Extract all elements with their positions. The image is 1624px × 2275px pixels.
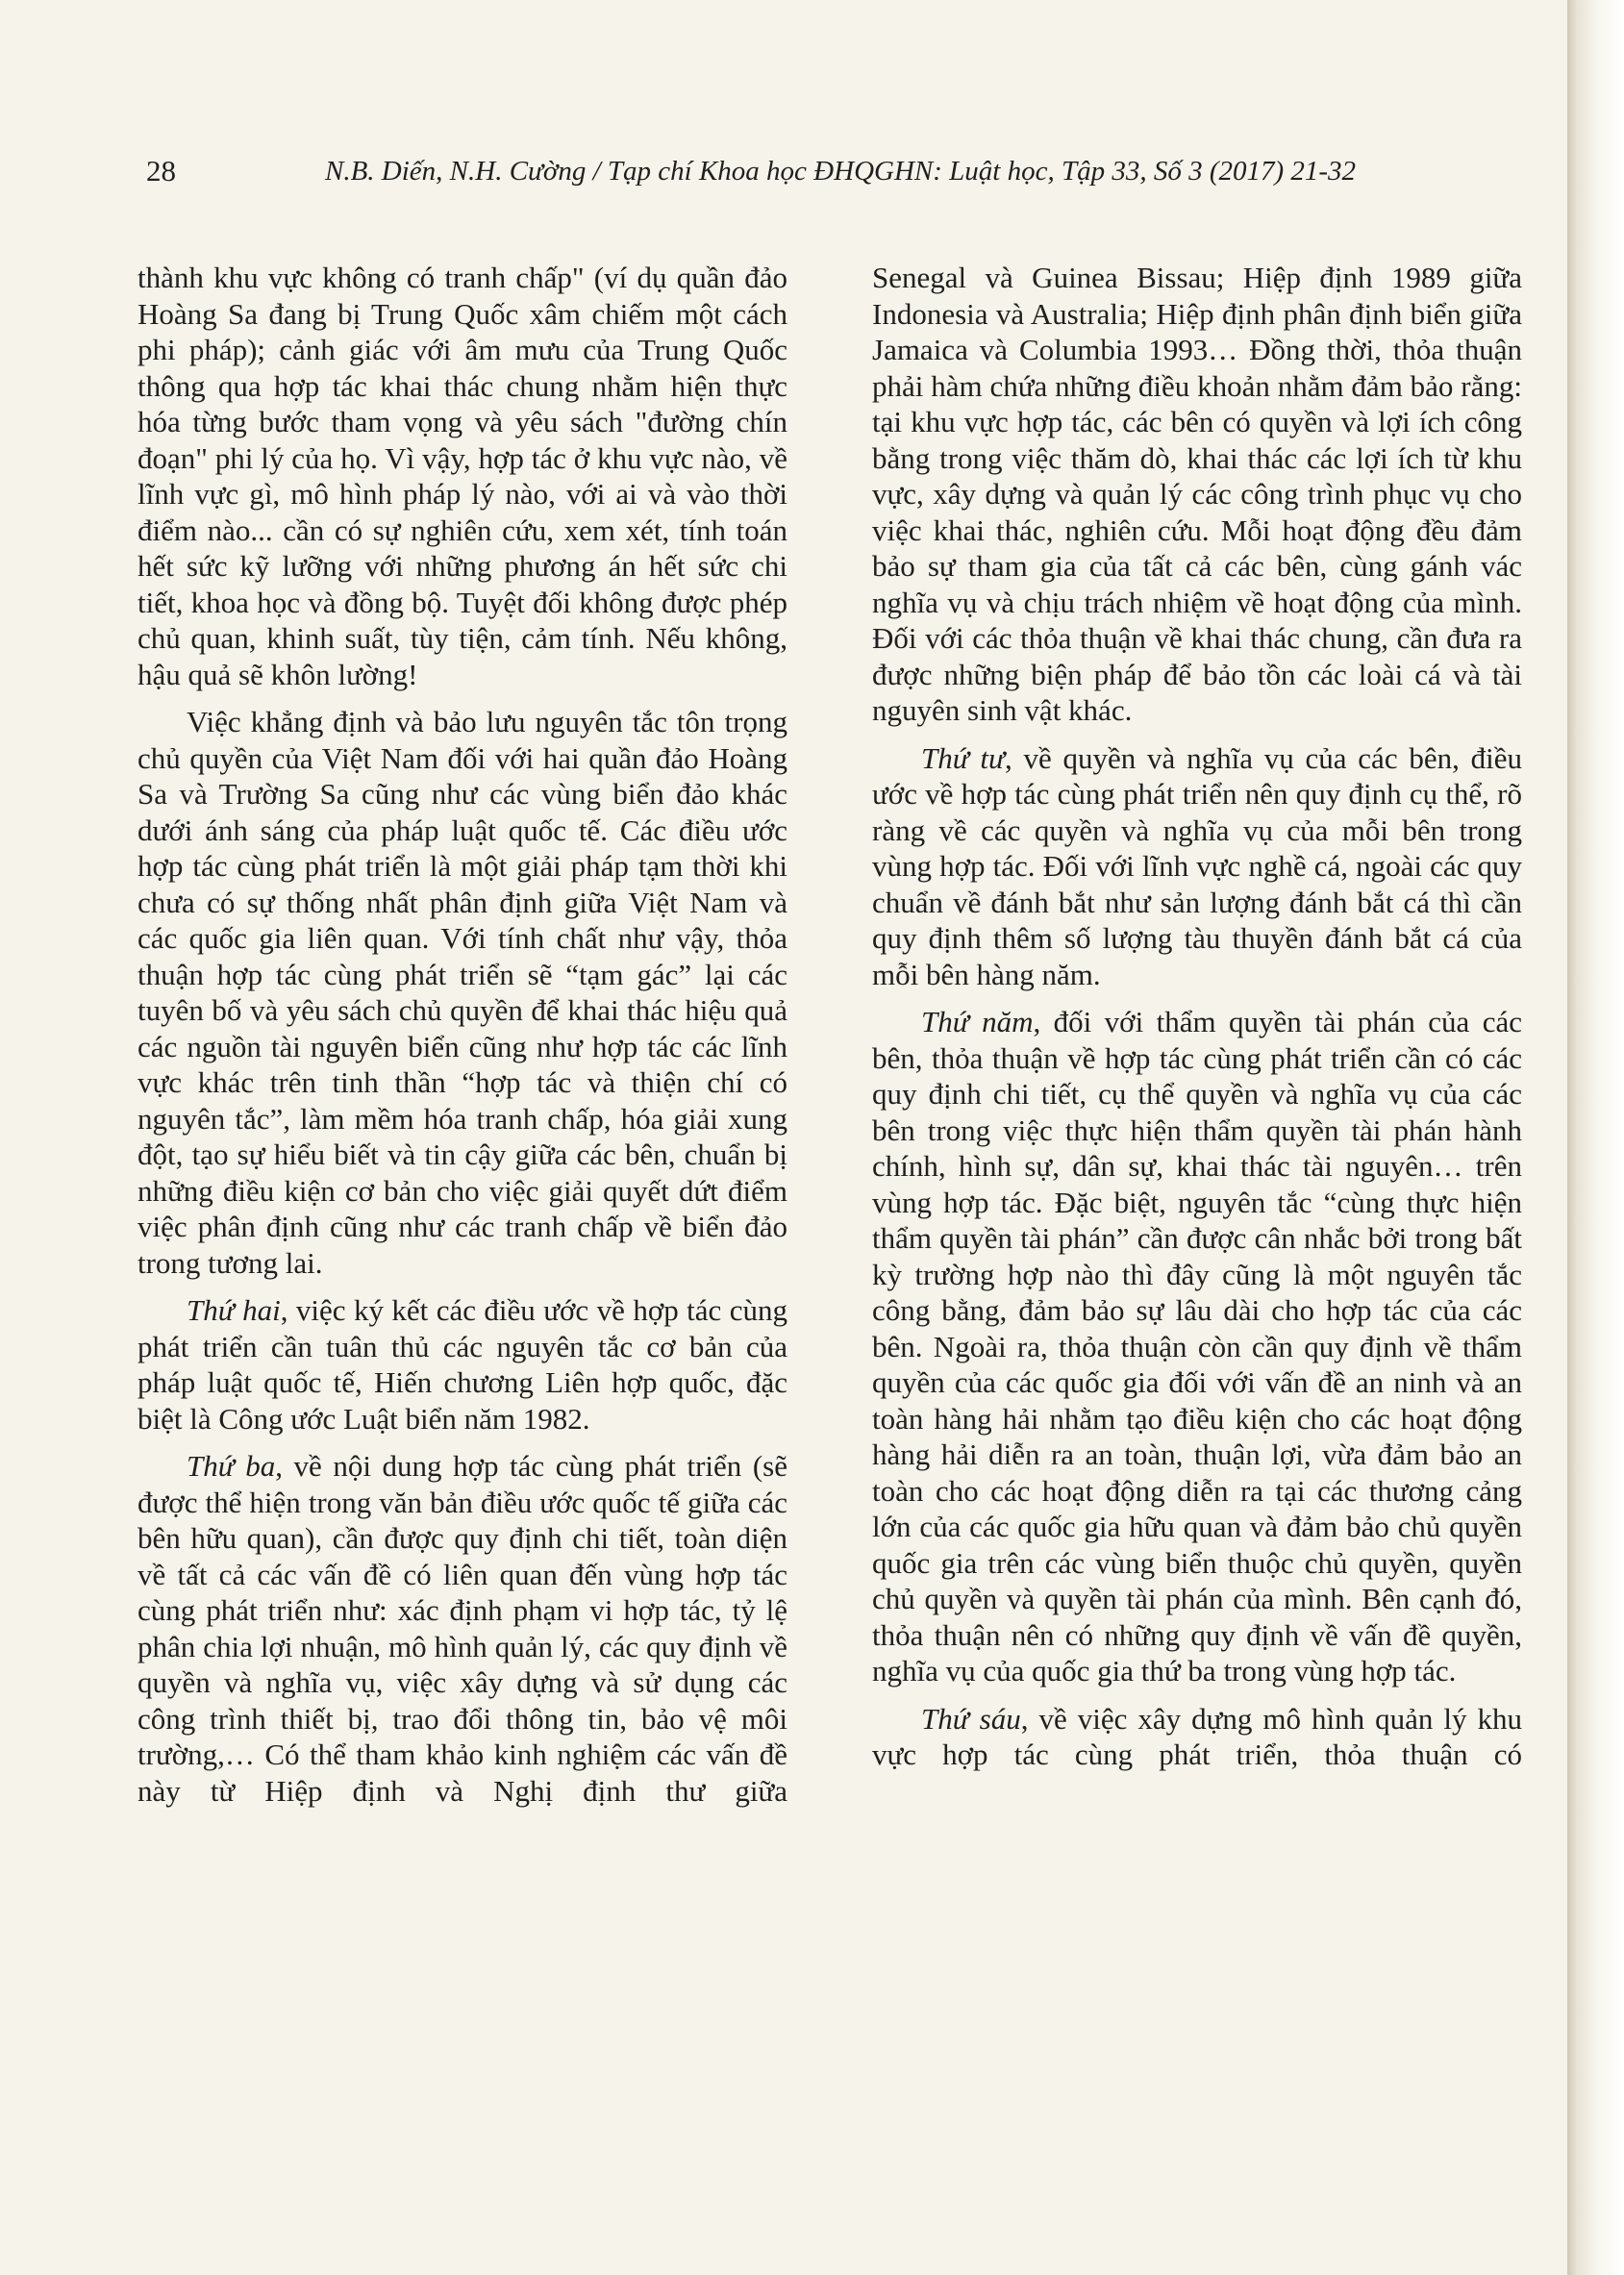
paragraph [137,1448,787,1809]
paragraph-lead: Thứ tư [921,740,1005,775]
paragraph [137,1292,787,1437]
paragraph-body: , về quyền và nghĩa vụ của các bên, điều ước về hợp tác cùng phát triển nên quy định cụ thể, rõ ràng về các quyền và nghĩa vụ của mỗi bên trong vùng hợp tác. Đối với lĩnh vực nghề cá, ngoài các quy chuẩn về đánh bắt như sản lượng đánh bắt cá thì cần quy định thêm số lượng tàu thuyền đánh bắt cá của mỗi bên hàng năm. [872,740,1523,991]
left-column [137,260,787,1809]
page-number: 28 [146,154,176,188]
page-edge [1567,0,1624,2275]
right-column [872,260,1522,1773]
paragraph-lead: Thứ sáu [921,1701,1021,1736]
paragraph [872,1004,1522,1689]
paragraph-lead: Thứ ba [187,1449,276,1483]
page-header [146,142,1357,200]
paragraph: thành khu vực không có tranh chấp" (ví dụ quần đảo Hoàng Sa đang bị Trung Quốc xâm chiếm một cách phi pháp); cảnh giác với âm mưu của Trung Quốc thông qua hợp tác khai thác chung nhằm hiện thực hóa từng bước tham vọng và yêu sách "đường chín đoạn" phi lý của họ. Vì vậy, hợp tác ở khu vực nào, về lĩnh vực gì, mô hình pháp lý nào, với ai và vào thời điểm nào... cần có sự nghiên cứu, xem xét, tính toán hết sức kỹ lưỡng với những phương án hết sức chi tiết, khoa học và đồng bộ. Tuyệt đối không được phép chủ quan, khinh suất, tùy tiện, cảm tính. Nếu không, hậu quả sẽ khôn lường! [137,261,787,691]
paragraph-lead: Thứ hai [187,1293,281,1327]
paragraph [872,740,1522,993]
paragraph-body: , về việc xây dựng mô hình quản lý khu vực hợp tác cùng phát triển, thỏa thuận có [872,1701,1522,1771]
paragraph [872,1701,1522,1773]
paragraph: Senegal và Guinea Bissau; Hiệp định 1989 giữa Indonesia và Australia; Hiệp định phân định biển giữa Jamaica và Columbia 1993… Đồng thời, thỏa thuận phải hàm chứa những điều khoản nhằm đảm bảo rằng: tại khu vực hợp tác, các bên có quyền và lợi ích công bằng trong việc thăm dò, khai thác các lợi ích từ khu vực, xây dựng và quản lý các công trình phục vụ cho việc khai thác, nghiên cứu. Mỗi hoạt động đều đảm bảo sự tham gia của tất cả các bên, cùng gánh vác nghĩa vụ và chịu trách nhiệm về hoạt động của mình. Đối với các thỏa thuận về khai thác chung, cần đưa ra được những biện pháp để bảo tồn các loài cá và tài nguyên sinh vật khác. [872,261,1522,727]
paragraph-body: , việc ký kết các điều ước về hợp tác cùng phát triển cần tuân thủ các nguyên tắc cơ bản của pháp luật quốc tế, Hiến chương Liên hợp quốc, đặc biệt là Công ước Luật biển năm 1982. [137,1293,787,1436]
paragraph-body: , đối với thẩm quyền tài phán của các bên, thỏa thuận về hợp tác cùng phát triển cần có các quy định chi tiết, cụ thể quyền và nghĩa vụ của các bên trong việc thực hiện thẩm quyền tài phán hành chính, hình sự, dân sự, khai thác tài nguyên… trên vùng hợp tác. Đặc biệt, nguyên tắc “cùng thực hiện thẩm quyền tài phán” cần được cân nhắc bởi trong bất kỳ trường hợp nào thì đây cũng là một nguyên tắc công bằng, đảm bảo sự lâu dài cho hợp tác của các bên. Ngoài ra, thỏa thuận còn cần quy định về thẩm quyền của các quốc gia đối với vấn đề an ninh và an toàn hàng hải nhằm tạo điều kiện cho các hoạt động hàng hải diễn ra an toàn, thuận lợi, vừa đảm bảo an toàn cho các hoạt động diễn ra tại các thương cảng lớn của các quốc gia hữu quan và đảm bảo chủ quyền quốc gia trên các vùng biển thuộc chủ quyền, quyền chủ quyền và quyền tài phán của mình. Bên cạnh đó, thỏa thuận nên có những quy định về vấn đề quyền, nghĩa vụ của quốc gia thứ ba trong vùng hợp tác. [872,1005,1522,1688]
paragraph-lead: Thứ năm [921,1005,1034,1038]
paragraph-body: , về nội dung hợp tác cùng phát triển (sẽ được thể hiện trong văn bản điều ước quốc tế giữa các bên hữu quan), cần được quy định chi tiết, toàn diện về tất cả các vấn đề có liên quan đến vùng hợp tác cùng phát triển như: xác định phạm vi hợp tác, tỷ lệ phân chia lợi nhuận, mô hình quản lý, các quy định về quyền và nghĩa vụ, việc xây dựng và sử dụng các công trình thiết bị, trao đổi thông tin, bảo vệ môi trường,… Có thể tham khảo kinh nghiệm các vấn đề này từ Hiệp định và Nghị định thư giữa [137,1449,787,1808]
paragraph: Việc khẳng định và bảo lưu nguyên tắc tôn trọng chủ quyền của Việt Nam đối với hai quần đảo Hoàng Sa và Trường Sa cũng như các vùng biển đảo khác dưới ánh sáng của pháp luật quốc tế. Các điều ước hợp tác cùng phát triển là một giải pháp tạm thời khi chưa có sự thống nhất phân định giữa Việt Nam và các quốc gia liên quan. Với tính chất như vậy, thỏa thuận hợp tác cùng phát triển sẽ “tạm gác” lại các tuyên bố và yêu sách chủ quyền để khai thác hiệu quả các nguồn tài nguyên biển cũng như hợp tác các lĩnh vực khác trên tinh thần “hợp tác và thiện chí có nguyên tắc”, làm mềm hóa tranh chấp, hóa giải xung đột, tạo sự hiểu biết và tin cậy giữa các bên, chuẩn bị những điều kiện cơ bản cho việc giải quyết dứt điểm việc phân định cũng như các tranh chấp về biển đảo trong tương lai. [137,705,787,1280]
running-head: N.B. Diến, N.H. Cường / Tạp chí Khoa học ĐHQGHN: Luật học, Tập 33, Số 3 (2017) 21-32 [325,156,1357,187]
